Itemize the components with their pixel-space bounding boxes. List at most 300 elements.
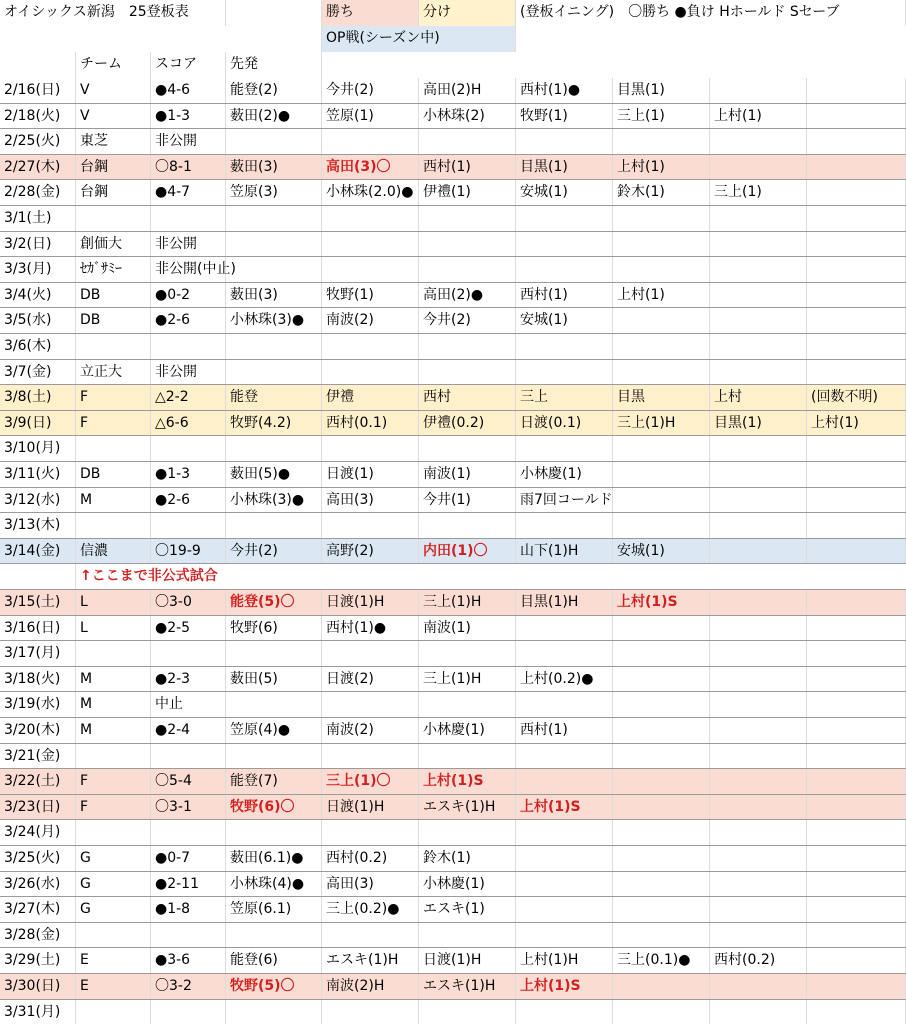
cell-pitcher-4[interactable]: 上村(1)H: [516, 948, 613, 973]
cell-pitcher-7[interactable]: [807, 923, 906, 948]
cell-pitcher-6[interactable]: [710, 795, 807, 820]
cell-pitcher-5[interactable]: [613, 616, 710, 641]
cell-pitcher-6[interactable]: [710, 692, 807, 717]
cell-starter[interactable]: 薮田(5): [226, 667, 322, 692]
cell-pitcher-5[interactable]: [613, 897, 710, 922]
cell-team[interactable]: F: [76, 795, 151, 820]
cell-starter[interactable]: [226, 206, 322, 231]
cell-starter[interactable]: 薮田(5)●: [226, 462, 322, 487]
cell-date[interactable]: 3/15(土): [0, 590, 76, 615]
cell-pitcher-3[interactable]: 今井(1): [419, 488, 516, 513]
cell-pitcher-5[interactable]: [613, 206, 710, 231]
cell-pitcher-6[interactable]: [710, 232, 807, 257]
cell-pitcher-4[interactable]: [516, 769, 613, 794]
cell-starter[interactable]: [226, 232, 322, 257]
cell-date[interactable]: 3/10(月): [0, 436, 76, 461]
cell-pitcher-5[interactable]: [613, 667, 710, 692]
cell-pitcher-5[interactable]: 上村(1): [613, 155, 710, 180]
cell-date[interactable]: 3/16(日): [0, 616, 76, 641]
cell-score[interactable]: ●2-6: [151, 488, 226, 513]
cell-score[interactable]: ●3-6: [151, 948, 226, 973]
cell-pitcher-5[interactable]: [613, 641, 710, 666]
cell-pitcher-3[interactable]: [419, 923, 516, 948]
cell-date[interactable]: 3/8(土): [0, 385, 76, 410]
cell-starter[interactable]: 今井(2): [226, 539, 322, 564]
cell-pitcher-3[interactable]: 小林珠(2): [419, 104, 516, 129]
cell-pitcher-7[interactable]: [807, 155, 906, 180]
cell-starter[interactable]: 小林珠(3)●: [226, 488, 322, 513]
cell-pitcher-2[interactable]: [322, 923, 419, 948]
cell-starter[interactable]: 薮田(3): [226, 283, 322, 308]
cell-pitcher-7[interactable]: [807, 769, 906, 794]
cell-pitcher-5[interactable]: [613, 513, 710, 538]
cell-pitcher-4[interactable]: 三上: [516, 385, 613, 410]
cell-pitcher-4[interactable]: [516, 257, 613, 282]
cell-pitcher-4[interactable]: [516, 513, 613, 538]
cell-pitcher-5[interactable]: [613, 769, 710, 794]
cell-score[interactable]: [151, 1000, 226, 1024]
cell-pitcher-7[interactable]: [807, 360, 906, 385]
cell-score[interactable]: 非公開: [151, 232, 226, 257]
cell-pitcher-4[interactable]: [516, 334, 613, 359]
cell-team[interactable]: 台鋼: [76, 180, 151, 205]
cell-pitcher-6[interactable]: [710, 283, 807, 308]
cell-pitcher-5[interactable]: 三上(0.1)●: [613, 948, 710, 973]
cell-pitcher-6[interactable]: [710, 78, 807, 103]
cell-pitcher-4[interactable]: [516, 129, 613, 154]
cell-starter[interactable]: 能登(6): [226, 948, 322, 973]
cell-pitcher-3[interactable]: [419, 334, 516, 359]
cell-pitcher-7[interactable]: [807, 948, 906, 973]
cell-team[interactable]: 立正大: [76, 360, 151, 385]
cell-score[interactable]: 非公開: [151, 129, 226, 154]
cell-pitcher-6[interactable]: [710, 872, 807, 897]
cell-pitcher-5[interactable]: [613, 1000, 710, 1024]
cell-pitcher-5[interactable]: 上村(1)S: [613, 590, 710, 615]
cell-score[interactable]: [151, 513, 226, 538]
cell-pitcher-5[interactable]: [613, 257, 710, 282]
cell-date[interactable]: 3/31(月): [0, 1000, 76, 1024]
cell-team[interactable]: [76, 923, 151, 948]
cell-pitcher-7[interactable]: [807, 129, 906, 154]
cell-pitcher-7[interactable]: [807, 104, 906, 129]
cell-pitcher-5[interactable]: [613, 846, 710, 871]
cell-score[interactable]: [151, 641, 226, 666]
cell-date[interactable]: 3/20(木): [0, 718, 76, 743]
cell-team[interactable]: [76, 1000, 151, 1024]
cell-pitcher-7[interactable]: [807, 872, 906, 897]
cell-pitcher-3[interactable]: [419, 206, 516, 231]
cell-team[interactable]: DB: [76, 283, 151, 308]
cell-pitcher-2[interactable]: [322, 436, 419, 461]
cell-pitcher-7[interactable]: [807, 206, 906, 231]
cell-pitcher-2[interactable]: 高野(2): [322, 539, 419, 564]
cell-date[interactable]: 3/11(火): [0, 462, 76, 487]
cell-score[interactable]: 〇3-0: [151, 590, 226, 615]
cell-date[interactable]: 2/28(金): [0, 180, 76, 205]
cell-starter[interactable]: 小林珠(3)●: [226, 308, 322, 333]
cell-pitcher-2[interactable]: 三上(0.2)●: [322, 897, 419, 922]
cell-pitcher-2[interactable]: 笠原(1): [322, 104, 419, 129]
cell-team[interactable]: [76, 820, 151, 845]
cell-pitcher-7[interactable]: [807, 718, 906, 743]
cell-pitcher-3[interactable]: [419, 692, 516, 717]
cell-starter[interactable]: [226, 641, 322, 666]
cell-pitcher-6[interactable]: [710, 667, 807, 692]
cell-team[interactable]: V: [76, 104, 151, 129]
cell-date[interactable]: 3/24(月): [0, 820, 76, 845]
cell-team[interactable]: L: [76, 616, 151, 641]
cell-pitcher-4[interactable]: 西村(1): [516, 718, 613, 743]
cell-pitcher-2[interactable]: [322, 513, 419, 538]
cell-score[interactable]: ●2-5: [151, 616, 226, 641]
cell-pitcher-6[interactable]: [710, 820, 807, 845]
cell-starter[interactable]: 能登(5)〇: [226, 590, 322, 615]
cell-score[interactable]: 中止: [151, 692, 226, 717]
cell-pitcher-2[interactable]: 牧野(1): [322, 283, 419, 308]
cell-score[interactable]: [151, 820, 226, 845]
cell-pitcher-2[interactable]: 西村(0.1): [322, 411, 419, 436]
cell-date[interactable]: 3/18(火): [0, 667, 76, 692]
cell-date[interactable]: 3/3(月): [0, 257, 76, 282]
cell-pitcher-3[interactable]: [419, 1000, 516, 1024]
cell-date[interactable]: 3/2(日): [0, 232, 76, 257]
cell-team[interactable]: F: [76, 411, 151, 436]
cell-pitcher-4[interactable]: 上村(1)S: [516, 795, 613, 820]
cell-pitcher-3[interactable]: 内田(1)〇: [419, 539, 516, 564]
cell-pitcher-6[interactable]: [710, 974, 807, 999]
cell-pitcher-2[interactable]: 日渡(2): [322, 667, 419, 692]
cell-pitcher-4[interactable]: [516, 923, 613, 948]
cell-date[interactable]: 3/21(金): [0, 744, 76, 769]
cell-pitcher-4[interactable]: 安城(1): [516, 180, 613, 205]
cell-pitcher-6[interactable]: [710, 513, 807, 538]
cell-pitcher-4[interactable]: 牧野(1): [516, 104, 613, 129]
cell-pitcher-2[interactable]: 小林珠(2.0)●: [322, 180, 419, 205]
cell-pitcher-3[interactable]: エスキ(1): [419, 897, 516, 922]
column-header-starter[interactable]: 先発: [226, 52, 322, 78]
cell-pitcher-6[interactable]: [710, 206, 807, 231]
cell-pitcher-2[interactable]: 三上(1)〇: [322, 769, 419, 794]
cell-pitcher-4[interactable]: 上村(1)S: [516, 974, 613, 999]
column-header-date[interactable]: [0, 52, 76, 78]
cell-pitcher-3[interactable]: 伊禮(1): [419, 180, 516, 205]
cell-starter[interactable]: 牧野(4.2): [226, 411, 322, 436]
cell-pitcher-6[interactable]: 上村: [710, 385, 807, 410]
cell-date[interactable]: 3/12(水): [0, 488, 76, 513]
cell-team[interactable]: [76, 513, 151, 538]
cell-pitcher-7[interactable]: [807, 616, 906, 641]
cell-score[interactable]: [151, 206, 226, 231]
cell-pitcher-2[interactable]: 西村(1)●: [322, 616, 419, 641]
cell-pitcher-3[interactable]: 南波(1): [419, 462, 516, 487]
cell-pitcher-2[interactable]: [322, 1000, 419, 1024]
cell-score[interactable]: ●1-3: [151, 104, 226, 129]
cell-pitcher-4[interactable]: [516, 360, 613, 385]
cell-score[interactable]: ●4-7: [151, 180, 226, 205]
cell-pitcher-4[interactable]: 上村(0.2)●: [516, 667, 613, 692]
cell-date[interactable]: 3/9(日): [0, 411, 76, 436]
cell-pitcher-2[interactable]: [322, 641, 419, 666]
cell-pitcher-5[interactable]: [613, 923, 710, 948]
cell-starter[interactable]: [226, 334, 322, 359]
cell-pitcher-2[interactable]: 高田(3): [322, 488, 419, 513]
cell-pitcher-2[interactable]: [322, 334, 419, 359]
cell-pitcher-7[interactable]: [807, 820, 906, 845]
cell-pitcher-3[interactable]: 日渡(1)H: [419, 948, 516, 973]
cell-pitcher-5[interactable]: [613, 436, 710, 461]
cell-pitcher-3[interactable]: [419, 232, 516, 257]
cell-pitcher-7[interactable]: [807, 667, 906, 692]
cell-pitcher-5[interactable]: 目黒: [613, 385, 710, 410]
cell-team[interactable]: G: [76, 897, 151, 922]
cell-pitcher-5[interactable]: [613, 692, 710, 717]
cell-pitcher-2[interactable]: [322, 129, 419, 154]
cell-score[interactable]: 非公開: [151, 360, 226, 385]
cell-pitcher-5[interactable]: 目黒(1): [613, 78, 710, 103]
cell-pitcher-6[interactable]: [710, 539, 807, 564]
cell-pitcher-6[interactable]: [710, 769, 807, 794]
legend-op-label[interactable]: OP戦(シーズン中): [322, 26, 516, 52]
cell-pitcher-7[interactable]: [807, 78, 906, 103]
cell-pitcher-3[interactable]: エスキ(1)H: [419, 974, 516, 999]
cell-pitcher-5[interactable]: [613, 360, 710, 385]
cell-team[interactable]: M: [76, 692, 151, 717]
cell-score[interactable]: [151, 436, 226, 461]
cell-pitcher-4[interactable]: [516, 436, 613, 461]
cell-pitcher-5[interactable]: 上村(1): [613, 283, 710, 308]
cell-pitcher-3[interactable]: [419, 257, 516, 282]
cell-date[interactable]: 3/26(水): [0, 872, 76, 897]
cell-date[interactable]: 3/7(金): [0, 360, 76, 385]
cell-pitcher-5[interactable]: [613, 462, 710, 487]
cell-pitcher-6[interactable]: [710, 308, 807, 333]
cell-pitcher-2[interactable]: 日渡(1)H: [322, 795, 419, 820]
cell-pitcher-2[interactable]: [322, 232, 419, 257]
cell-pitcher-6[interactable]: [710, 129, 807, 154]
cell-pitcher-2[interactable]: 今井(2): [322, 78, 419, 103]
cell-date[interactable]: 3/13(木): [0, 513, 76, 538]
cell-pitcher-7[interactable]: [807, 897, 906, 922]
cell-date[interactable]: 2/16(日): [0, 78, 76, 103]
cell-pitcher-5[interactable]: [613, 872, 710, 897]
cell-pitcher-7[interactable]: [807, 257, 906, 282]
cell-pitcher-4[interactable]: 日渡(0.1): [516, 411, 613, 436]
cell-date[interactable]: 3/5(水): [0, 308, 76, 333]
empty-cell[interactable]: [0, 564, 76, 589]
cell-team[interactable]: [76, 206, 151, 231]
cell-team[interactable]: [76, 334, 151, 359]
cell-date[interactable]: 3/19(水): [0, 692, 76, 717]
cell-pitcher-2[interactable]: 西村(0.2): [322, 846, 419, 871]
cell-pitcher-7[interactable]: [807, 180, 906, 205]
cell-pitcher-2[interactable]: [322, 744, 419, 769]
cell-pitcher-3[interactable]: 三上(1)H: [419, 667, 516, 692]
cell-date[interactable]: 3/14(金): [0, 539, 76, 564]
cell-pitcher-4[interactable]: [516, 232, 613, 257]
legend-win-label[interactable]: 勝ち: [322, 0, 419, 26]
cell-pitcher-6[interactable]: [710, 334, 807, 359]
cell-pitcher-4[interactable]: [516, 1000, 613, 1024]
cell-score[interactable]: ●2-4: [151, 718, 226, 743]
cell-team[interactable]: [76, 436, 151, 461]
cell-score[interactable]: 〇8-1: [151, 155, 226, 180]
legend-text[interactable]: (登板イニング) 〇勝ち ●負け Hホールド Sセーブ: [516, 0, 906, 26]
cell-pitcher-4[interactable]: [516, 820, 613, 845]
cell-pitcher-6[interactable]: [710, 641, 807, 666]
cell-pitcher-7[interactable]: [807, 334, 906, 359]
cell-pitcher-3[interactable]: [419, 820, 516, 845]
cell-pitcher-3[interactable]: [419, 513, 516, 538]
cell-pitcher-3[interactable]: 三上(1)H: [419, 590, 516, 615]
cell-pitcher-3[interactable]: [419, 744, 516, 769]
cell-score[interactable]: ●0-7: [151, 846, 226, 871]
cell-starter[interactable]: [226, 360, 322, 385]
cell-pitcher-5[interactable]: [613, 795, 710, 820]
cell-pitcher-5[interactable]: 安城(1): [613, 539, 710, 564]
cell-pitcher-2[interactable]: 南波(2)H: [322, 974, 419, 999]
cell-team[interactable]: M: [76, 718, 151, 743]
cell-pitcher-4[interactable]: [516, 692, 613, 717]
cell-pitcher-7[interactable]: [807, 1000, 906, 1024]
cell-pitcher-3[interactable]: [419, 129, 516, 154]
cell-pitcher-4[interactable]: [516, 206, 613, 231]
cell-pitcher-3[interactable]: 鈴木(1): [419, 846, 516, 871]
cell-date[interactable]: 3/17(月): [0, 641, 76, 666]
cell-team[interactable]: F: [76, 385, 151, 410]
cell-pitcher-3[interactable]: 小林慶(1): [419, 872, 516, 897]
cell-pitcher-3[interactable]: 小林慶(1): [419, 718, 516, 743]
cell-pitcher-6[interactable]: [710, 846, 807, 871]
cell-pitcher-7[interactable]: 上村(1): [807, 411, 906, 436]
cell-starter[interactable]: 笠原(3): [226, 180, 322, 205]
empty-cell[interactable]: [226, 0, 322, 26]
cell-pitcher-2[interactable]: エスキ(1)H: [322, 948, 419, 973]
cell-pitcher-4[interactable]: 目黒(1): [516, 155, 613, 180]
cell-pitcher-5[interactable]: [613, 129, 710, 154]
cell-score[interactable]: 〇5-4: [151, 769, 226, 794]
cell-date[interactable]: 3/25(火): [0, 846, 76, 871]
cell-pitcher-6[interactable]: [710, 155, 807, 180]
cell-pitcher-7[interactable]: [807, 488, 906, 513]
cell-pitcher-3[interactable]: 西村: [419, 385, 516, 410]
cell-team[interactable]: [76, 744, 151, 769]
cell-team[interactable]: G: [76, 846, 151, 871]
cell-pitcher-2[interactable]: 日渡(1)H: [322, 590, 419, 615]
cell-starter[interactable]: 能登(2): [226, 78, 322, 103]
cell-pitcher-2[interactable]: [322, 820, 419, 845]
cell-team[interactable]: F: [76, 769, 151, 794]
cell-starter[interactable]: 笠原(4)●: [226, 718, 322, 743]
cell-starter[interactable]: [226, 923, 322, 948]
cell-date[interactable]: 3/28(金): [0, 923, 76, 948]
cell-pitcher-2[interactable]: 伊禮: [322, 385, 419, 410]
cell-pitcher-3[interactable]: [419, 641, 516, 666]
cell-pitcher-4[interactable]: [516, 616, 613, 641]
cell-date[interactable]: 3/30(日): [0, 974, 76, 999]
cell-pitcher-6[interactable]: [710, 462, 807, 487]
cell-starter[interactable]: 薮田(6.1)●: [226, 846, 322, 871]
cell-pitcher-3[interactable]: 西村(1): [419, 155, 516, 180]
cell-pitcher-3[interactable]: [419, 360, 516, 385]
cell-score[interactable]: [151, 923, 226, 948]
cell-pitcher-7[interactable]: [807, 641, 906, 666]
cell-team[interactable]: V: [76, 78, 151, 103]
column-header-score[interactable]: スコア: [151, 52, 226, 78]
cell-pitcher-7[interactable]: [807, 590, 906, 615]
cell-pitcher-2[interactable]: [322, 257, 419, 282]
cell-pitcher-6[interactable]: [710, 744, 807, 769]
cell-starter[interactable]: [226, 436, 322, 461]
cell-team[interactable]: DB: [76, 462, 151, 487]
cell-pitcher-3[interactable]: [419, 436, 516, 461]
unofficial-games-note[interactable]: ↑ここまで非公式試合: [80, 568, 218, 585]
cell-pitcher-7[interactable]: [807, 462, 906, 487]
cell-pitcher-5[interactable]: [613, 334, 710, 359]
cell-pitcher-4[interactable]: [516, 872, 613, 897]
cell-pitcher-6[interactable]: 上村(1): [710, 104, 807, 129]
cell-score[interactable]: 非公開(中止): [151, 257, 226, 282]
cell-pitcher-5[interactable]: [613, 820, 710, 845]
cell-pitcher-6[interactable]: 西村(0.2): [710, 948, 807, 973]
cell-score[interactable]: [151, 334, 226, 359]
cell-pitcher-7[interactable]: [807, 846, 906, 871]
cell-team[interactable]: E: [76, 974, 151, 999]
cell-pitcher-4[interactable]: [516, 744, 613, 769]
cell-pitcher-7[interactable]: [807, 513, 906, 538]
cell-pitcher-2[interactable]: [322, 360, 419, 385]
cell-pitcher-2[interactable]: [322, 692, 419, 717]
cell-pitcher-3[interactable]: 上村(1)S: [419, 769, 516, 794]
cell-starter[interactable]: [226, 513, 322, 538]
cell-pitcher-3[interactable]: 南波(1): [419, 616, 516, 641]
cell-date[interactable]: 3/22(土): [0, 769, 76, 794]
cell-date[interactable]: 3/27(木): [0, 897, 76, 922]
cell-date[interactable]: 3/6(木): [0, 334, 76, 359]
cell-pitcher-5[interactable]: 三上(1)H: [613, 411, 710, 436]
cell-pitcher-2[interactable]: 日渡(1): [322, 462, 419, 487]
cell-date[interactable]: 2/25(火): [0, 129, 76, 154]
cell-score[interactable]: 〇3-1: [151, 795, 226, 820]
cell-pitcher-3[interactable]: 伊禮(0.2): [419, 411, 516, 436]
cell-pitcher-3[interactable]: エスキ(1)H: [419, 795, 516, 820]
cell-date[interactable]: 2/18(火): [0, 104, 76, 129]
cell-score[interactable]: ●1-3: [151, 462, 226, 487]
cell-score[interactable]: 〇19-9: [151, 539, 226, 564]
cell-starter[interactable]: 笠原(6.1): [226, 897, 322, 922]
cell-pitcher-4[interactable]: 安城(1): [516, 308, 613, 333]
cell-pitcher-6[interactable]: 目黒(1): [710, 411, 807, 436]
cell-pitcher-7[interactable]: [807, 283, 906, 308]
cell-pitcher-6[interactable]: [710, 360, 807, 385]
cell-score[interactable]: 〇3-2: [151, 974, 226, 999]
cell-pitcher-4[interactable]: [516, 641, 613, 666]
cell-pitcher-6[interactable]: [710, 590, 807, 615]
cell-starter[interactable]: [226, 1000, 322, 1024]
cell-date[interactable]: 3/23(日): [0, 795, 76, 820]
cell-pitcher-6[interactable]: 三上(1): [710, 180, 807, 205]
cell-pitcher-6[interactable]: [710, 488, 807, 513]
cell-starter[interactable]: 牧野(5)〇: [226, 974, 322, 999]
cell-team[interactable]: 台鋼: [76, 155, 151, 180]
cell-team[interactable]: M: [76, 667, 151, 692]
cell-pitcher-6[interactable]: [710, 436, 807, 461]
cell-pitcher-4[interactable]: [516, 897, 613, 922]
cell-pitcher-4[interactable]: 雨7回コールド: [516, 488, 613, 513]
cell-pitcher-6[interactable]: [710, 1000, 807, 1024]
cell-pitcher-6[interactable]: [710, 616, 807, 641]
cell-pitcher-5[interactable]: [613, 308, 710, 333]
